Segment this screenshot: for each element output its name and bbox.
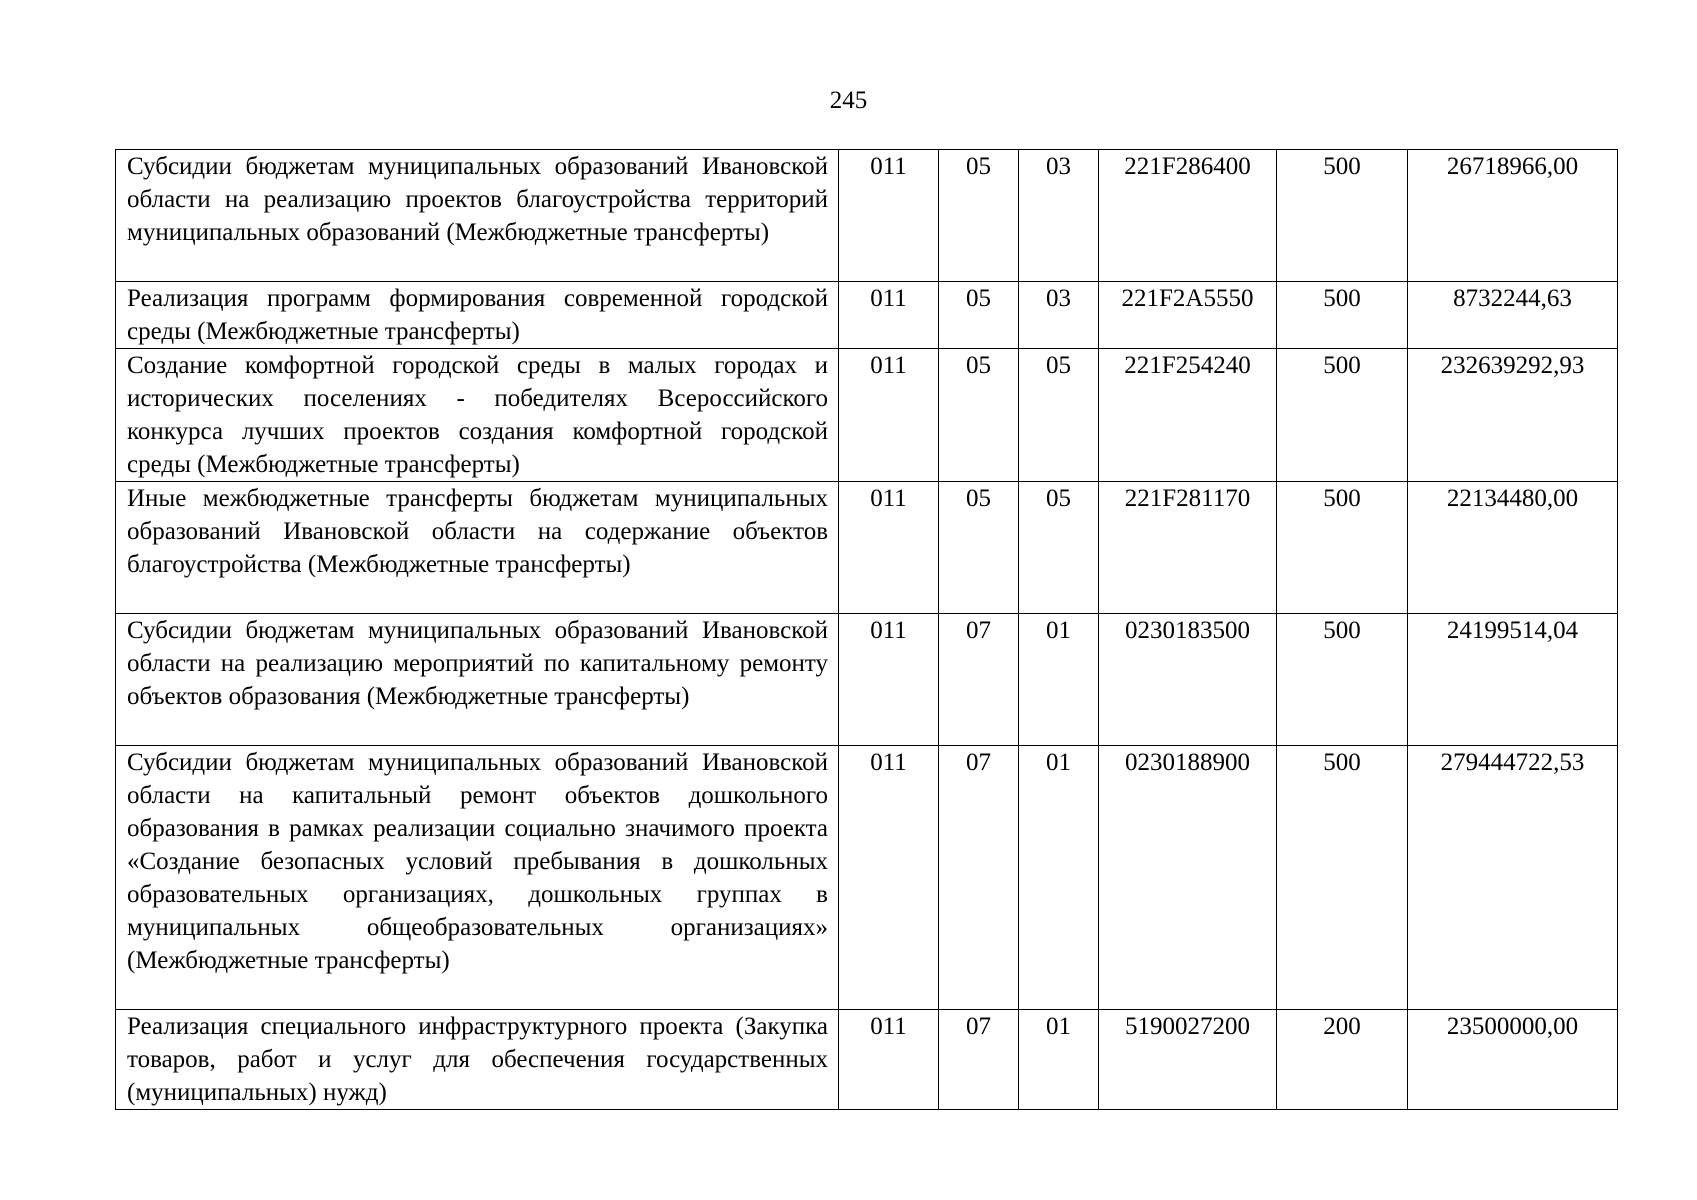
table-row <box>116 614 1618 746</box>
table-row <box>116 150 1618 282</box>
table-row <box>116 746 1618 1010</box>
subsection-code-cell: 01 <box>1019 746 1099 1010</box>
expense-type-cell: 500 <box>1277 150 1408 282</box>
ministry-code-cell: 011 <box>839 482 939 614</box>
target-article-cell: 221F281170 <box>1099 482 1277 614</box>
ministry-code-cell: 011 <box>839 282 939 349</box>
expense-type-cell: 500 <box>1277 614 1408 746</box>
subsection-code-cell: 03 <box>1019 150 1099 282</box>
subsection-code-cell: 05 <box>1019 482 1099 614</box>
amount-cell: 22134480,00 <box>1408 482 1618 614</box>
expense-name-cell: Создание комфортной городской среды в малых городах и исторических поселениях - победителях Всероссийского конкурса лучших проектов создания комфортной городской среды (Межбюджетные трансферты) <box>116 349 839 482</box>
amount-cell: 26718966,00 <box>1408 150 1618 282</box>
table-row <box>116 349 1618 482</box>
section-code-cell: 05 <box>939 282 1019 349</box>
amount-cell: 24199514,04 <box>1408 614 1618 746</box>
amount-cell: 232639292,93 <box>1408 349 1618 482</box>
subsection-code-cell: 01 <box>1019 614 1099 746</box>
subsection-code-cell: 01 <box>1019 1010 1099 1110</box>
section-code-cell: 07 <box>939 614 1019 746</box>
table-row <box>116 1010 1618 1110</box>
target-article-cell: 221F2A5550 <box>1099 282 1277 349</box>
section-code-cell: 07 <box>939 746 1019 1010</box>
amount-cell: 279444722,53 <box>1408 746 1618 1010</box>
ministry-code-cell: 011 <box>839 349 939 482</box>
ministry-code-cell: 011 <box>839 746 939 1010</box>
expense-type-cell: 500 <box>1277 282 1408 349</box>
target-article-cell: 0230183500 <box>1099 614 1277 746</box>
expense-type-cell: 200 <box>1277 1010 1408 1110</box>
subsection-code-cell: 05 <box>1019 349 1099 482</box>
table-row <box>116 482 1618 614</box>
section-code-cell: 05 <box>939 482 1019 614</box>
section-code-cell: 05 <box>939 150 1019 282</box>
subsection-code-cell: 03 <box>1019 282 1099 349</box>
ministry-code-cell: 011 <box>839 1010 939 1110</box>
page-number: 245 <box>829 87 868 114</box>
budget-table <box>115 149 1618 1110</box>
ministry-code-cell: 011 <box>839 150 939 282</box>
expense-type-cell: 500 <box>1277 482 1408 614</box>
expense-name-cell: Субсидии бюджетам муниципальных образований Ивановской области на реализацию мероприятий по капитальному ремонту объектов образования (Межбюджетные трансферты) <box>116 614 839 746</box>
expense-type-cell: 500 <box>1277 746 1408 1010</box>
target-article-cell: 221F286400 <box>1099 150 1277 282</box>
budget-table-body <box>116 150 1618 1110</box>
expense-name-cell: Реализация программ формирования современной городской среды (Межбюджетные трансферты) <box>116 282 839 349</box>
ministry-code-cell: 011 <box>839 614 939 746</box>
target-article-cell: 0230188900 <box>1099 746 1277 1010</box>
amount-cell: 8732244,63 <box>1408 282 1618 349</box>
expense-type-cell: 500 <box>1277 349 1408 482</box>
section-code-cell: 05 <box>939 349 1019 482</box>
expense-name-cell: Реализация специального инфраструктурного проекта (Закупка товаров, работ и услуг для обеспечения государственных (муниципальных) нужд) <box>116 1010 839 1110</box>
target-article-cell: 221F254240 <box>1099 349 1277 482</box>
table-row <box>116 282 1618 349</box>
expense-name-cell: Иные межбюджетные трансферты бюджетам муниципальных образований Ивановской области на содержание объектов благоустройства (Межбюджетные трансферты) <box>116 482 839 614</box>
expense-name-cell: Субсидии бюджетам муниципальных образований Ивановской области на капитальный ремонт объектов дошкольного образования в рамках реализации социально значимого проекта «Создание безопасных условий пребывания в дошкольных образовательных организациях, дошкольных группах в муниципальных общеобразовательных организациях» (Межбюджетные трансферты) <box>116 746 839 1010</box>
expense-name-cell: Субсидии бюджетам муниципальных образований Ивановской области на реализацию проектов благоустройства территорий муниципальных образований (Межбюджетные трансферты) <box>116 150 839 282</box>
section-code-cell: 07 <box>939 1010 1019 1110</box>
target-article-cell: 5190027200 <box>1099 1010 1277 1110</box>
amount-cell: 23500000,00 <box>1408 1010 1618 1110</box>
